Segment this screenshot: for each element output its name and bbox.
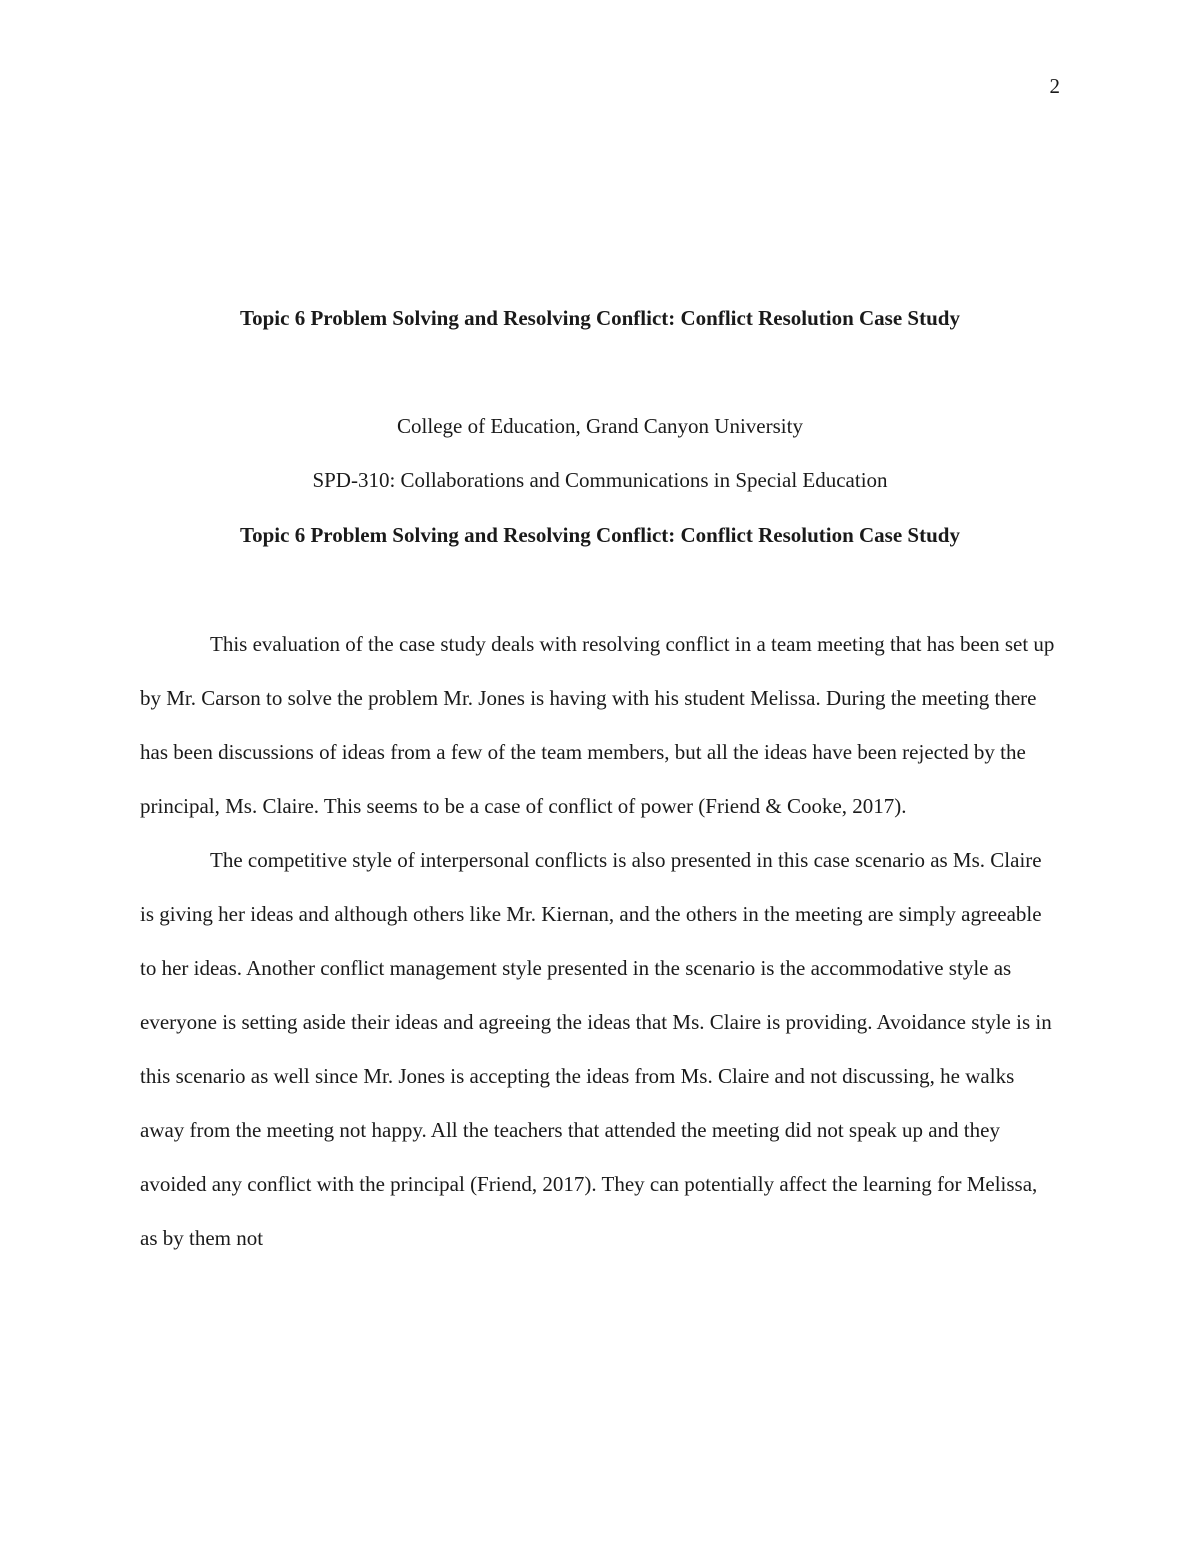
body-text xyxy=(140,617,1060,1265)
institution-line: College of Education, Grand Canyon University xyxy=(397,414,803,438)
paragraph: This evaluation of the case study deals with resolving conflict in a team meeting that has been set up by Mr. Carson to solve the problem Mr. Jones is having with his student Melissa. During the meeting there has been discussions of ideas from a few of the team members, but all the ideas have been rejected by the principal, Ms. Claire. This seems to be a case of conflict of power (Friend & Cooke, 2017). xyxy=(140,632,1055,818)
document-title: Topic 6 Problem Solving and Resolving Conflict: Conflict Resolution Case Study xyxy=(240,306,960,330)
body-heading: Topic 6 Problem Solving and Resolving Conflict: Conflict Resolution Case Study xyxy=(240,523,960,547)
paragraph: The competitive style of interpersonal conflicts is also presented in this case scenario as Ms. Claire is giving her ideas and although others like Mr. Kiernan, and the others in the meeting are simply agreeable to her ideas. Another conflict management style presented in the scenario is the accommodative style as everyone is setting aside their ideas and agreeing the ideas that Ms. Claire is providing. Avoidance style is in this scenario as well since Mr. Jones is accepting the ideas from Ms. Claire and not discussing, he walks away from the meeting not happy. All the teachers that attended the meeting did not speak up and they avoided any conflict with the principal (Friend, 2017). They can potentially affect the learning for Melissa, as by them not xyxy=(140,848,1052,1250)
course-line: SPD-310: Collaborations and Communications in Special Education xyxy=(312,468,888,492)
page-number: 2 xyxy=(1049,74,1060,98)
